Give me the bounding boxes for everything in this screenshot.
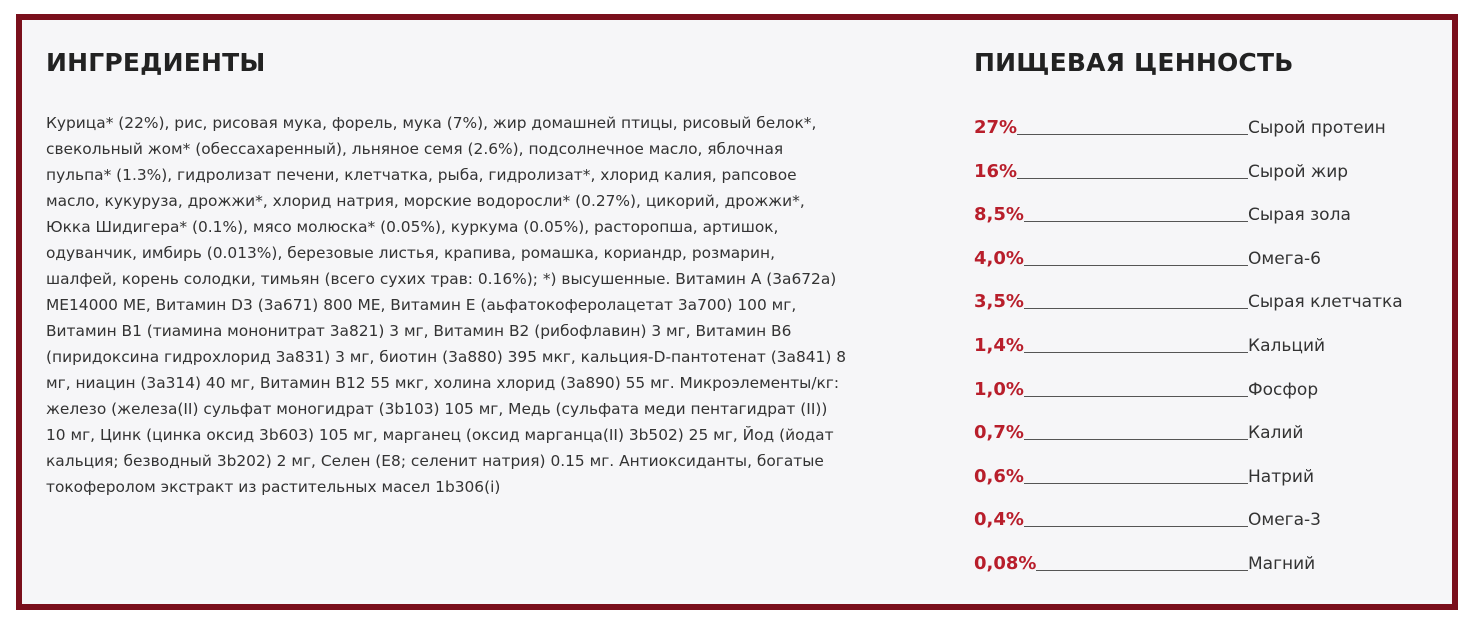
nutrition-label: Фосфор: [1248, 379, 1319, 400]
nutrition-row-omega6: [974, 225, 1414, 269]
nutrition-row-protein: [974, 110, 1414, 138]
nutrition-label: Калий: [1248, 423, 1304, 444]
leader-line: [1024, 439, 1248, 440]
nutrition-row-magnesium: [974, 530, 1414, 574]
info-panel: [16, 14, 1458, 610]
leader-line: [1017, 134, 1248, 135]
nutrition-label: Натрий: [1248, 466, 1314, 487]
leader-line: [1024, 221, 1248, 222]
nutrition-label: Кальций: [1248, 335, 1326, 356]
nutrition-value: 1,4%: [974, 334, 1024, 356]
nutrition-label: Сырая зола: [1248, 205, 1351, 226]
leader-line: [1017, 178, 1248, 179]
nutrition-section: [974, 46, 1414, 574]
leader-line: [1024, 352, 1248, 353]
leader-line: [1024, 396, 1248, 397]
ingredients-section: [46, 46, 846, 500]
nutrition-label: Омега-6: [1248, 248, 1321, 269]
nutrition-row-omega3: [974, 487, 1414, 531]
nutrition-label: Сырая клетчатка: [1248, 292, 1403, 313]
leader-line: [1024, 265, 1248, 266]
ingredients-title: ИНГРЕДИЕНТЫ: [46, 48, 266, 77]
nutrition-value: 8,5%: [974, 204, 1024, 226]
nutrition-value: 4,0%: [974, 247, 1024, 269]
nutrition-label: Омега-3: [1248, 510, 1321, 531]
nutrition-row-fiber: [974, 269, 1414, 313]
nutrition-value: 27%: [974, 117, 1018, 138]
nutrition-title: ПИЩЕВАЯ ЦЕННОСТЬ: [974, 48, 1294, 77]
leader-line: [1024, 526, 1248, 527]
nutrition-row-fat: [974, 138, 1414, 182]
leader-line: [1036, 570, 1248, 571]
nutrition-list: [974, 110, 1414, 574]
nutrition-value: 0,7%: [974, 422, 1024, 444]
nutrition-value: 0,6%: [974, 465, 1024, 487]
nutrition-row-potassium: [974, 400, 1414, 444]
leader-line: [1024, 483, 1248, 484]
nutrition-value: 16%: [974, 160, 1018, 182]
leader-line: [1024, 308, 1248, 309]
nutrition-row-calcium: [974, 312, 1414, 356]
ingredients-text: Курица* (22%), рис, рисовая мука, форель, мука (7%), жир домашней птицы, рисовый белок*, свекольный жом* (обессахаренный), льняное семя (2.6%), подсолнечное масло, яблочная пульпа* (1.3%), гидролизат печени, клетчатка, рыба, гидролизат*, хлорид калия, рапсовое масло, кукуруза, дрожжи*, хлорид натрия, морские водоросли* (0.27%), цикорий, дрожжи*, Юкка Шидигера* (0.1%), мясо молюска* (0.05%), куркума (0.05%), расторопша, артишок, одуванчик, имбирь (0.013%), березовые листья, крапива, ромашка, кориандр, розмарин, шалфей, корень солодки, тимьян (всего сухих трав: 0.16%); *) высушенные. Витамин А (3a672a) МЕ14000 МЕ, Витамин D3 (3a671) 800 МЕ, Витамин Е (аьфатокоферолацетат 3a700) 100 мг, Витамин В1 (тиамина мононитрат 3a821) 3 мг, Витамин В2 (рибофлавин) 3 мг, Витамин В6 (пиридоксина гидрохлорид 3a831) 3 мг, биотин (3a880) 395 мкг, кальция-D-пантотенат (3a841) 8 мг, ниацин (3a314) 40 мг, Витамин В12 55 мкг, холина хлорид (3a890) 55 мг. Микроэлементы/кг: железо (железа(II) сульфат моногидрат (3b103) 105 мг, Медь (сульфата меди пентагидрат (II)) 10 мг, Цинк (цинка оксид 3b603) 105 мг, марганец (оксид марганца(II) 3b502) 25 мг, Йод (йодат кальция; безводный 3b202) 2 мг, Селен (Е8; селенит натрия) 0.15 мг. Антиоксиданты, богатые токоферолом экстракт из растительных масел 1b306(i): [46, 114, 847, 496]
nutrition-label: Сырой протеин: [1248, 118, 1386, 138]
nutrition-value: 0,08%: [974, 552, 1037, 574]
nutrition-label: Магний: [1248, 553, 1316, 574]
nutrition-value: 3,5%: [974, 291, 1024, 313]
nutrition-value: 1,0%: [974, 378, 1024, 400]
nutrition-value: 0,4%: [974, 509, 1024, 531]
nutrition-label: Сырой жир: [1248, 161, 1349, 182]
nutrition-row-phosphorus: [974, 356, 1414, 400]
nutrition-row-sodium: [974, 443, 1414, 487]
nutrition-row-ash: [974, 182, 1414, 226]
